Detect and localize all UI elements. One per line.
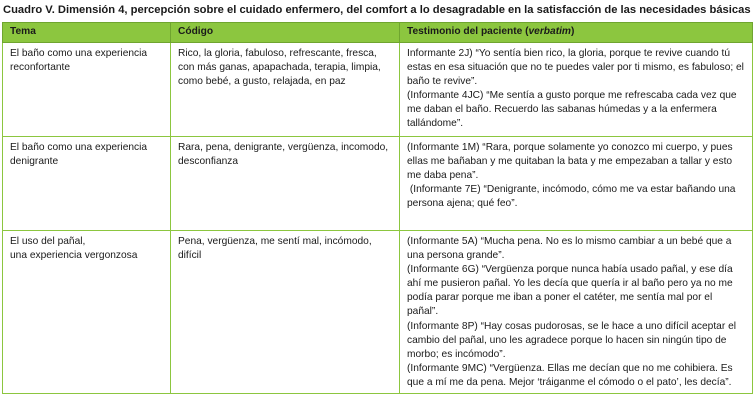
tema-cell (3, 231, 171, 394)
testimonio-entry: (Informante 9MC) “Vergüenza. Ellas me decían que no me cohibiera. Es que a mí me da pena. Mejor ‘tráiganme el cómodo o el pato’, les decía”. (407, 362, 733, 388)
table-row (3, 137, 753, 231)
tema-cell: El baño como una experiencia reconfortante (3, 43, 171, 137)
header-codigo: Código (171, 23, 400, 43)
data-table (2, 22, 753, 394)
testimonio-cell (400, 137, 753, 231)
table-row (3, 43, 753, 137)
header-testimonio-prefix: Testimonio del paciente ( (407, 26, 529, 38)
codigo-cell: Rara, pena, denigrante, vergüenza, incomodo, desconfianza (171, 137, 400, 231)
testimonio-cell (400, 43, 753, 137)
testimonio-entry: Informante 2J) “Yo sentía bien rico, la gloria, porque te revive cuando tú estas en esa situación que no te puedes valer por ti mismo, es fabuloso; el baño te revive”. (407, 48, 744, 88)
testimonio-entry: (Informante 1M) “Rara, porque solamente yo conozco mi cuerpo, y pues ellas me bañaban y me quitaban la bata y me empezaban a tallar y esto me daba pena”. (407, 142, 733, 182)
codigo-cell: Pena, vergüenza, me sentí mal, incómodo, difícil (171, 231, 400, 394)
header-tema: Tema (3, 23, 171, 43)
testimonio-entry: (Informante 5A) “Mucha pena. No es lo mismo cambiar a un bebé que a una persona grande”. (407, 236, 732, 262)
tema-line: una experiencia vergonzosa (10, 250, 138, 262)
testimonio-entry: (Informante 7E) “Denigrante, incómodo, cómo me va estar bañando una persona ajena; qué feo”. (407, 184, 739, 210)
testimonio-cell (400, 231, 753, 394)
table-header-row (3, 23, 753, 43)
tema-cell: El baño como una experiencia denigrante (3, 137, 171, 231)
testimonio-entry: (Informante 4JC) “Me sentía a gusto porque me refrescaba cada vez que me daban el baño. Recuerdo las sabanas húmedas y a la enfermera tallándome”. (407, 90, 737, 130)
testimonio-entry: (Informante 6G) “Vergüenza porque nunca había usado pañal, y ese día ahí me pusieron pañal. Yo les decía que quería ir al baño pero ya no me podía parar porque me iban a poner el catéter, me sentía mal por el pañal”. (407, 264, 733, 318)
table-caption: Cuadro V. Dimensión 4, percepción sobre el cuidado enfermero, del comfort a lo desagradable en la satisfacción de las necesidades básicas (3, 4, 751, 16)
codigo-cell: Rico, la gloria, fabuloso, refrescante, fresca, con más ganas, apapachada, terapia, limpia, como bebé, a gusto, relajada, en paz (171, 43, 400, 137)
header-testimonio-suffix: ) (570, 26, 575, 38)
header-testimonio-verbatim: verbatim (528, 26, 571, 38)
tema-line: El uso del pañal, (10, 236, 86, 247)
testimonio-entry: (Informante 8P) “Hay cosas pudorosas, se le hace a uno difícil aceptar el cambio del pañal, uno les agradece porque lo hacen sin ningún tipo de morbo; es incómodo”. (407, 320, 736, 360)
table-row (3, 231, 753, 394)
header-testimonio (400, 23, 753, 43)
